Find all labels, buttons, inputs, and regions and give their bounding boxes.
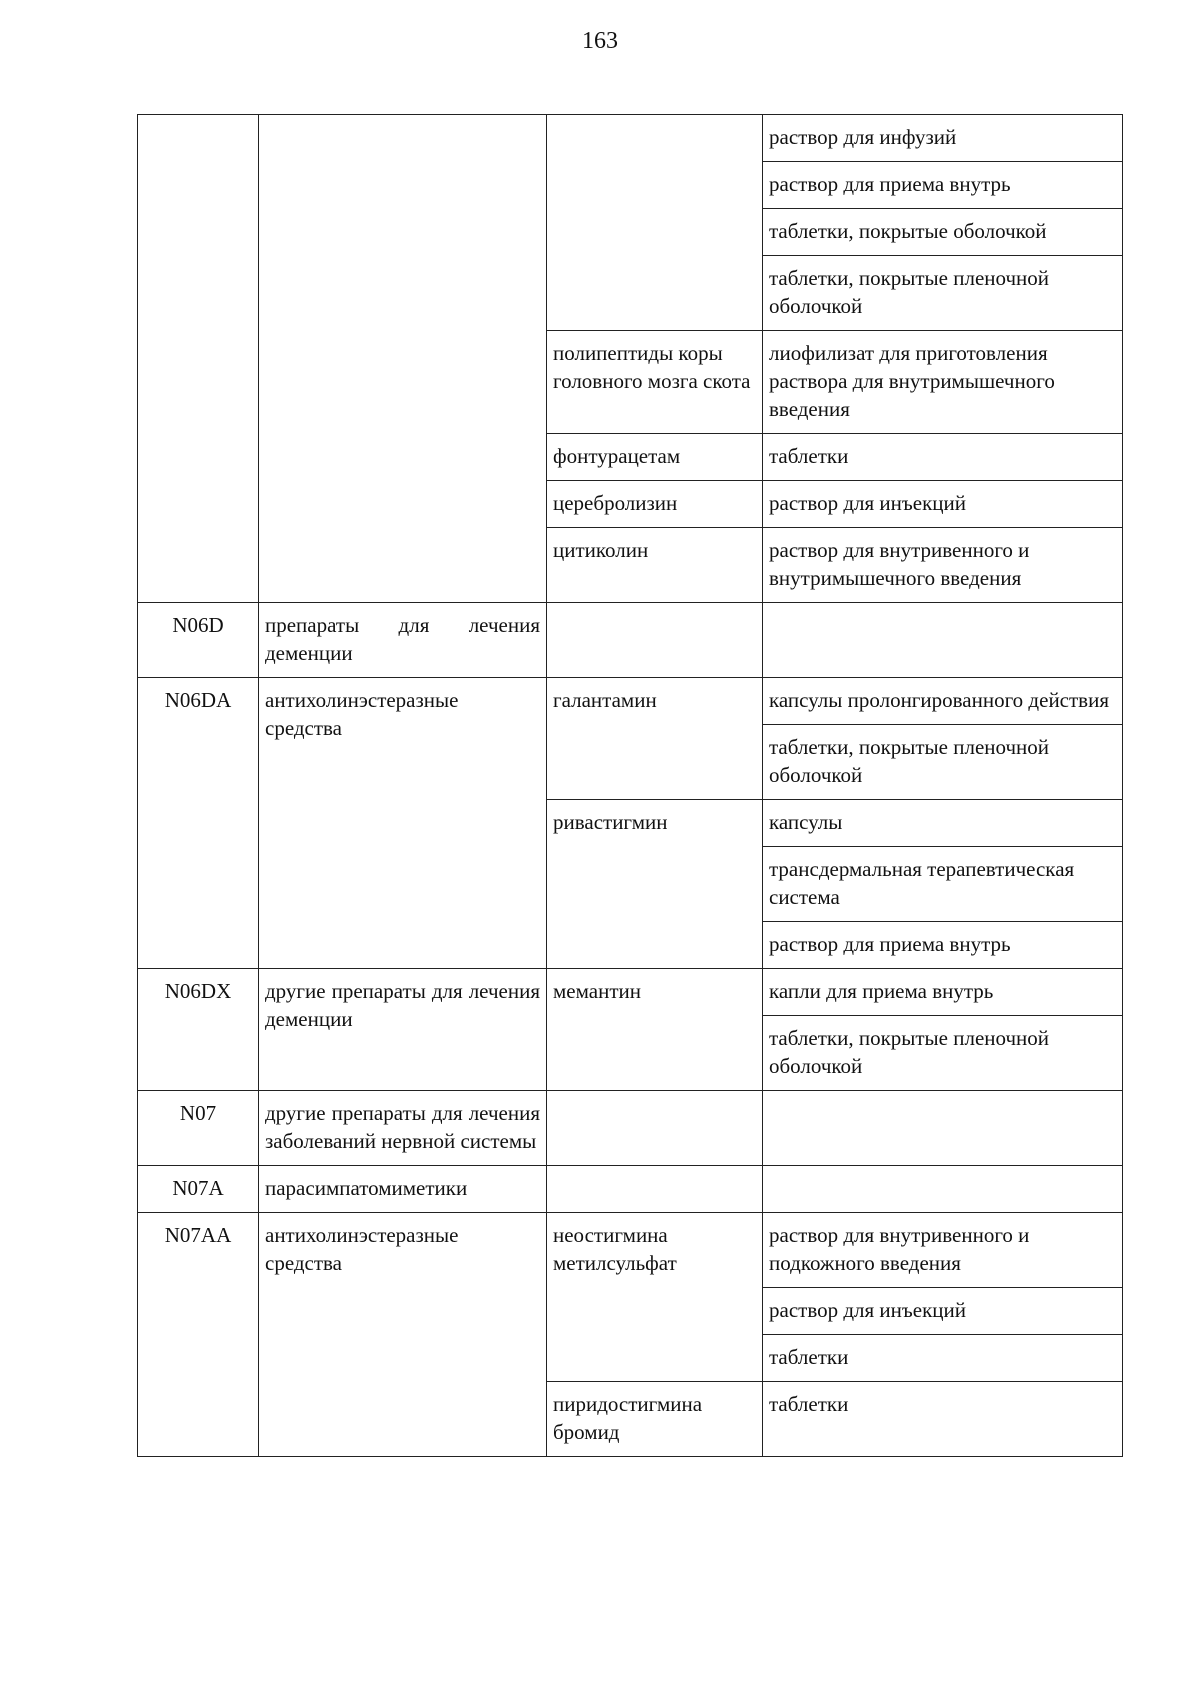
- table-row: [138, 1166, 1123, 1213]
- dosage-form-cell: таблетки, покрытые пленочной оболочкой: [763, 256, 1123, 331]
- dosage-form-cell: таблетки: [763, 1335, 1123, 1382]
- atc-code-cell: N06D: [138, 603, 259, 678]
- dosage-form-cell: таблетки, покрытые пленочной оболочкой: [763, 1016, 1123, 1091]
- dosage-form-cell: лиофилизат для приготовления раствора для внутримышечного введения: [763, 331, 1123, 434]
- atc-code-cell: N07A: [138, 1166, 259, 1213]
- dosage-form-cell: [763, 1166, 1123, 1213]
- group-cell: антихолинэстеразные средства: [259, 678, 547, 969]
- group-cell: [259, 115, 547, 603]
- dosage-form-cell: капли для приема внутрь: [763, 969, 1123, 1016]
- dosage-form-cell: [763, 1091, 1123, 1166]
- dosage-form-cell: раствор для внутривенного и внутримышечного введения: [763, 528, 1123, 603]
- dosage-form-cell: таблетки, покрытые пленочной оболочкой: [763, 725, 1123, 800]
- atc-code-cell: [138, 115, 259, 603]
- table-row: [138, 969, 1123, 1016]
- dosage-form-cell: таблетки, покрытые оболочкой: [763, 209, 1123, 256]
- table-row: [138, 1213, 1123, 1288]
- dosage-form-cell: раствор для инъекций: [763, 481, 1123, 528]
- drug-cell: ривастигмин: [547, 800, 763, 969]
- page-number: 163: [582, 28, 618, 54]
- group-cell: антихолинэстеразные средства: [259, 1213, 547, 1457]
- dosage-form-cell: таблетки: [763, 434, 1123, 481]
- dosage-form-cell: раствор для приема внутрь: [763, 162, 1123, 209]
- atc-code-cell: N07AA: [138, 1213, 259, 1457]
- dosage-form-cell: капсулы: [763, 800, 1123, 847]
- drug-cell: фонтурацетам: [547, 434, 763, 481]
- group-cell: другие препараты для лечения деменции: [259, 969, 547, 1091]
- group-cell: парасимпатомиметики: [259, 1166, 547, 1213]
- group-cell: препараты для лечения деменции: [259, 603, 547, 678]
- dosage-form-cell: трансдермальная терапевтическая система: [763, 847, 1123, 922]
- drug-cell: церебролизин: [547, 481, 763, 528]
- dosage-form-cell: [763, 603, 1123, 678]
- drug-cell: мемантин: [547, 969, 763, 1091]
- drug-cell: [547, 1166, 763, 1213]
- dosage-form-cell: таблетки: [763, 1382, 1123, 1457]
- drug-cell: галантамин: [547, 678, 763, 800]
- table-row: [138, 115, 1123, 162]
- medication-table: [137, 114, 1123, 1457]
- group-cell: другие препараты для лечения заболеваний нервной системы: [259, 1091, 547, 1166]
- drug-cell: неостигмина метилсульфат: [547, 1213, 763, 1382]
- dosage-form-cell: капсулы пролонгированного действия: [763, 678, 1123, 725]
- table-row: [138, 603, 1123, 678]
- dosage-form-cell: раствор для приема внутрь: [763, 922, 1123, 969]
- table-row: [138, 678, 1123, 725]
- table-row: [138, 1091, 1123, 1166]
- dosage-form-cell: раствор для инфузий: [763, 115, 1123, 162]
- atc-code-cell: N06DX: [138, 969, 259, 1091]
- drug-cell: [547, 115, 763, 331]
- drug-cell: пиридостигмина бромид: [547, 1382, 763, 1457]
- drug-cell: [547, 1091, 763, 1166]
- drug-cell: полипептиды коры головного мозга скота: [547, 331, 763, 434]
- drug-cell: [547, 603, 763, 678]
- drug-cell: цитиколин: [547, 528, 763, 603]
- dosage-form-cell: раствор для внутривенного и подкожного введения: [763, 1213, 1123, 1288]
- atc-code-cell: N06DA: [138, 678, 259, 969]
- atc-code-cell: N07: [138, 1091, 259, 1166]
- dosage-form-cell: раствор для инъекций: [763, 1288, 1123, 1335]
